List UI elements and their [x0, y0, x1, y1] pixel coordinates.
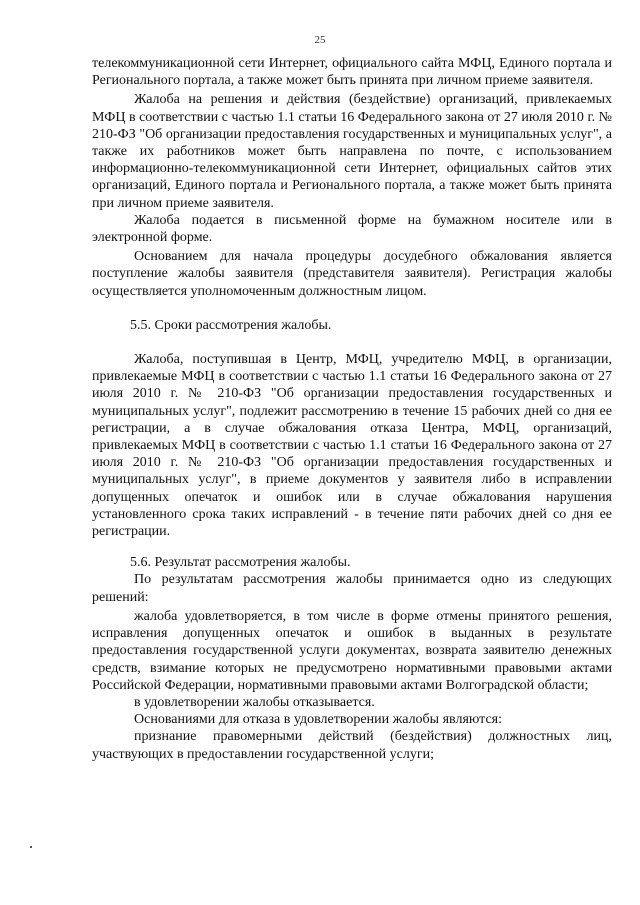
paragraph-rejection-grounds: Основаниями для отказа в удовлетворении жалобы являются: — [134, 712, 502, 728]
scan-speck — [30, 846, 32, 848]
document-body — [92, 55, 612, 763]
paragraph-complaint-satisfied: жалоба удовлетворяется, в том числе в форме отмены принятого решения, исправления допущенных опечаток и ошибок в выданных в результате предоставления государственной услуги документах, возврата заявителю денежных средств, взимание которых не предусмотрено нормативными правовыми актами Российской Федерации, нормативными правовыми актами Волгоградской области; — [92, 608, 612, 693]
paragraph-complaint-form: Жалоба подается в письменной форме на бумажном носителе или в электронной форме. — [92, 212, 612, 246]
paragraph-mfc-complaint: Жалоба на решения и действия (бездействие) организаций, привлекаемых МФЦ в соответствии с частью 1.1 статьи 16 Федерального закона от 27 июля 2010 г. № 210-ФЗ "Об организации предоставления государственных и муниципальных услуг", а также их работников может быть направлена по почте, с использованием информационно-телекоммуникационной сети Интернет, официальных сайтов этих организаций, Единого портала и Регионального портала, а также может быть принята при личном приеме заявителя. — [92, 92, 612, 211]
paragraph-procedure-basis: Основанием для начала процедуры досудебного обжалования является поступление жалобы заявителя (представителя заявителя). Регистрация жалобы осуществляется уполномоченным должностным лицом. — [92, 249, 612, 299]
paragraph-review-terms: Жалоба, поступившая в Центр, МФЦ, учредителю МФЦ, в организации, привлекаемые МФЦ в соответствии с частью 1.1 статьи 16 Федерального закона от 27 июля 2010 г. № 210-ФЗ "Об организации предоставления государственных и муниципальных услуг", подлежит рассмотрению в течение 15 рабочих дней со дня ее регистрации, а в случае обжалования отказа Центра, МФЦ, организаций, привлекаемых МФЦ в соответствии с частью 1.1 статьи 16 Федерального закона от 27 июля 2010 г. № 210-ФЗ "Об организации предоставления государственных и муниципальных услуг", в приеме документов у заявителя либо в исправлении допущенных опечаток и ошибок или в случае обжалования нарушения установленного срока таких исправлений - в течение пяти рабочих дней со дня ее регистрации. — [92, 352, 612, 540]
page-number: 25 — [314, 34, 326, 46]
paragraph-review-results: По результатам рассмотрения жалобы принимается одно из следующих решений: — [92, 572, 612, 605]
paragraph-complaint-rejected: в удовлетворении жалобы отказывается. — [134, 694, 375, 710]
section-heading-5-5: 5.5. Сроки рассмотрения жалобы. — [130, 317, 332, 333]
paragraph-lawful-actions: признание правомерными действий (бездействия) должностных лиц, участвующих в предоставлении государственной услуги; — [92, 729, 612, 762]
paragraph-continuation: телекоммуникационной сети Интернет, официального сайта МФЦ, Единого портала и Регионального портала, а также может быть принята при личном приеме заявителя. — [92, 56, 612, 89]
section-heading-5-6: 5.6. Результат рассмотрения жалобы. — [130, 555, 351, 571]
